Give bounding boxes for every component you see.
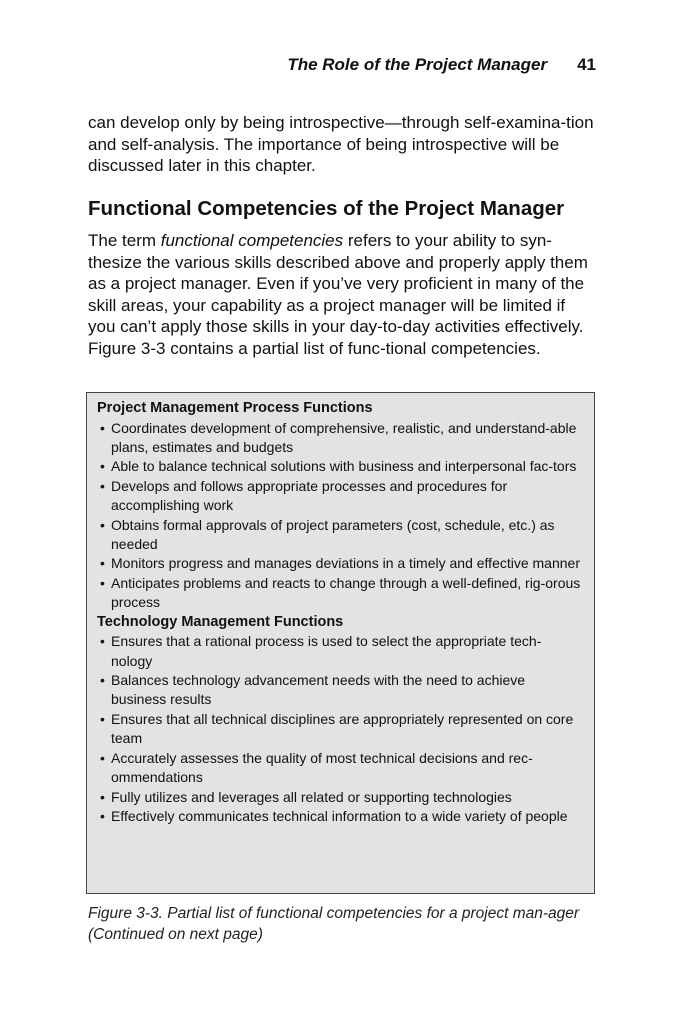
list-item: [97, 477, 582, 516]
competency-list: [97, 632, 582, 826]
bullet-icon: •: [100, 516, 105, 533]
competency-group-process: [97, 399, 582, 613]
list-item-text: Monitors progress and manages deviations in a timely and effective manner: [111, 555, 580, 572]
group-title: Project Management Process Functions: [97, 400, 373, 416]
list-item: [97, 632, 582, 671]
list-item: [97, 807, 582, 826]
competency-list: [97, 419, 582, 613]
list-item-text: Ensures that a rational process is used to select the appropriate tech-nology: [111, 633, 542, 669]
list-item: [97, 671, 582, 710]
bullet-icon: •: [100, 574, 105, 591]
figure-caption: Figure 3-3. Partial list of functional competencies for a project man-ager (Continued on next page): [88, 905, 580, 943]
group-title: Technology Management Functions: [97, 613, 344, 630]
bullet-icon: •: [100, 807, 105, 824]
list-item: [97, 554, 582, 573]
list-item-text: Accurately assesses the quality of most technical decisions and rec-ommendations: [111, 749, 533, 786]
list-item: [97, 710, 582, 749]
bullet-icon: •: [100, 458, 105, 475]
list-item: [97, 574, 582, 613]
figure-box: [86, 392, 595, 894]
list-item: [97, 749, 582, 788]
section-paragraph: [88, 230, 596, 360]
bullet-icon: •: [100, 749, 105, 766]
list-item: [97, 788, 582, 807]
list-item-text: Develops and follows appropriate processes and procedures for accomplishing work: [111, 477, 508, 514]
list-item-text: Able to balance technical solutions with business and interpersonal fac-tors: [111, 458, 577, 475]
section-heading: Functional Competencies of the Project Manager: [88, 197, 565, 220]
list-item: [97, 457, 582, 476]
bullet-icon: •: [100, 477, 105, 494]
bullet-icon: •: [100, 788, 105, 805]
bullet-icon: •: [100, 633, 105, 650]
competency-group-technology: [97, 613, 582, 827]
page-number: 41: [577, 55, 596, 74]
list-item-text: Effectively communicates technical information to a wide variety of people: [111, 807, 568, 824]
section-paragraph-emphasis: functional competencies: [160, 231, 344, 250]
section-paragraph-part2: refers to your ability to syn-thesize the various skills described above and properly apply them as a project manager. Even if you’ve very proficient in many of the skill areas, your capability as a project manager will be limited if you can’t apply those skills in your day-to-day activities effectively. Figure 3-3 contains a partial list of func-tional competencies.: [88, 231, 588, 358]
list-item-text: Coordinates development of comprehensive, realistic, and understand-able plans, estimates and budgets: [111, 419, 577, 455]
running-header: [88, 52, 596, 78]
list-item-text: Anticipates problems and reacts to change through a well-defined, rig-orous process: [111, 574, 581, 611]
bullet-icon: •: [100, 672, 105, 689]
list-item-text: Obtains formal approvals of project parameters (cost, schedule, etc.) as needed: [111, 516, 555, 553]
bullet-icon: •: [100, 555, 105, 572]
bullet-icon: •: [100, 710, 105, 727]
list-item: [97, 516, 582, 555]
list-item: [97, 419, 582, 458]
list-item-text: Ensures that all technical disciplines are appropriately represented on core team: [111, 710, 574, 747]
intro-paragraph: can develop only by being introspective—through self-examina-tion and self-analysis. The importance of being introspective will be discussed later in this chapter.: [88, 113, 594, 176]
running-header-title: The Role of the Project Manager: [287, 55, 548, 74]
bullet-icon: •: [100, 419, 105, 436]
section-paragraph-part1: The term: [88, 231, 161, 250]
list-item-text: Fully utilizes and leverages all related or supporting technologies: [111, 788, 512, 805]
list-item-text: Balances technology advancement needs with the need to achieve business results: [111, 672, 526, 708]
